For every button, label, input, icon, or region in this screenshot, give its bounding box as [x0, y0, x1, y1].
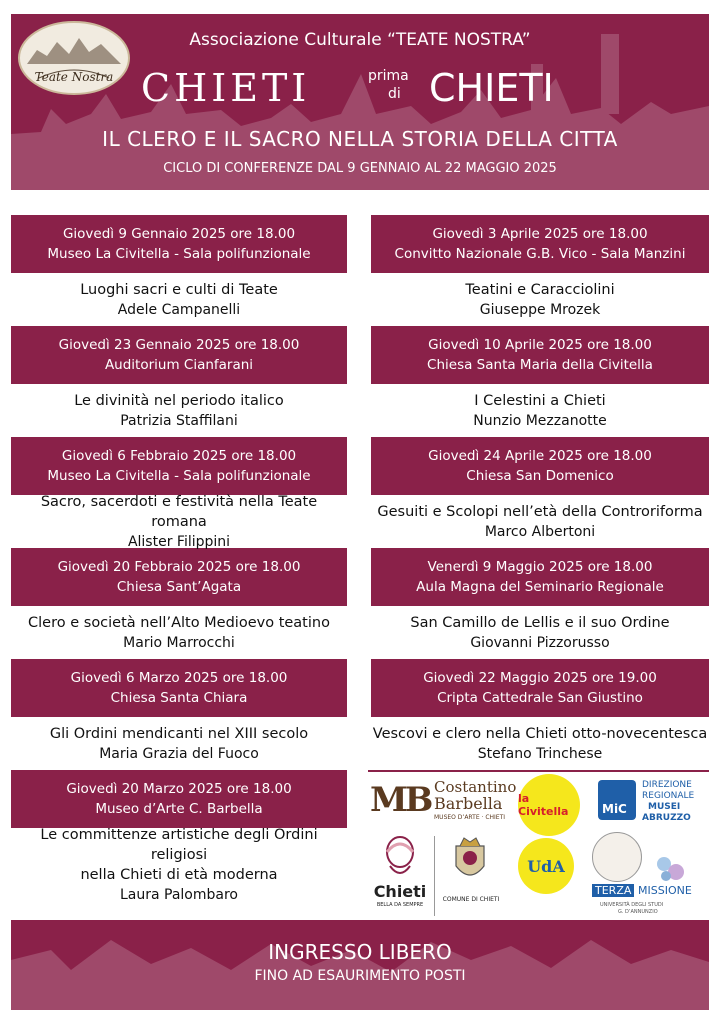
event-info-box — [11, 659, 347, 717]
comune-chieti-logo — [434, 836, 505, 916]
talk-info — [371, 273, 709, 326]
event-date: Giovedì 23 Gennaio 2025 ore 18.00 — [58, 337, 300, 353]
mic-label: MiC — [602, 802, 627, 816]
talk-title: I Celestini a Chieti — [474, 392, 606, 409]
chieti-wordmark: Chieti — [373, 882, 427, 901]
university-line1: UNIVERSITÀ DEGLI STUDI — [600, 902, 664, 908]
talk-title: Sacro, sacerdoti e festività nella Teate romana — [40, 493, 318, 530]
university-seal-icon — [592, 832, 642, 882]
event-place: Museo d’Arte C. Barbella — [95, 801, 263, 817]
event-place: Chiesa San Domenico — [466, 468, 614, 484]
talk-title: Vescovi e clero nella Chieti otto-novecentesca — [372, 725, 708, 742]
talk-info — [371, 606, 709, 659]
talk-speaker: Maria Grazia del Fuoco — [99, 745, 259, 762]
event-info-box — [371, 659, 709, 717]
civitella-logo — [518, 774, 580, 836]
uda-text: UdA — [527, 856, 565, 876]
schedule-right-column — [371, 215, 709, 770]
city-skyline-illustration — [11, 920, 709, 1010]
talk-title: Teatini e Caracciolini — [465, 281, 615, 298]
event-info-box — [11, 326, 347, 384]
talk-info — [371, 495, 709, 548]
event-date: Giovedì 24 Aprile 2025 ore 18.00 — [428, 448, 652, 464]
event-place: Chiesa Santa Maria della Civitella — [427, 357, 653, 373]
talk-title: Le committenze artistiche degli Ordini religiosi — [40, 827, 318, 863]
event-date: Giovedì 20 Marzo 2025 ore 18.00 — [66, 781, 292, 797]
talk-title: San Camillo de Lellis e il suo Ordine — [410, 614, 670, 631]
talk-info — [371, 717, 709, 770]
talk-title: Le divinità nel periodo italico — [74, 392, 284, 409]
talk-info — [11, 384, 347, 437]
title-chieti-left: CHIETI — [141, 66, 311, 110]
mic-logo — [598, 780, 706, 830]
event-date: Giovedì 10 Aprile 2025 ore 18.00 — [428, 337, 652, 353]
conference-cycle-dates: CICLO DI CONFERENZE DAL 9 GENNAIO AL 22 MAGGIO 2025 — [163, 161, 557, 176]
event-place: Convitto Nazionale G.B. Vico - Sala Manzini — [394, 246, 686, 262]
mic-musei: MUSEI — [648, 802, 681, 812]
event-info-box — [11, 215, 347, 273]
event-info-box — [371, 437, 709, 495]
terza-missione-logo — [592, 884, 708, 920]
talk-speaker: Alister Filippini — [127, 533, 231, 550]
talk-speaker: Laura Palombaro — [119, 887, 238, 903]
event-place: Auditorium Cianfarani — [104, 357, 254, 373]
sponsor-logos — [368, 770, 709, 922]
logo-museo: MUSEO D’ARTE · CHIETI — [434, 814, 506, 821]
talk-title-line2: nella Chieti di età moderna — [80, 867, 278, 883]
event-info-box — [11, 770, 347, 828]
talk-title: Luoghi sacri e culti di Teate — [80, 281, 278, 298]
page-subtitle: IL CLERO E IL SACRO NELLA STORIA DELLA CITTA — [102, 127, 618, 151]
talk-speaker: Mario Marrocchi — [123, 634, 235, 651]
event-date: Giovedì 6 Marzo 2025 ore 18.00 — [70, 670, 288, 686]
talk-speaker: Giuseppe Mrozek — [479, 301, 601, 318]
event-date: Giovedì 9 Gennaio 2025 ore 18.00 — [62, 226, 296, 242]
event-date: Venerdì 9 Maggio 2025 ore 18.00 — [427, 559, 653, 575]
event-date: Giovedì 20 Febbraio 2025 ore 18.00 — [57, 559, 301, 575]
event-info-box — [371, 548, 709, 606]
talk-info — [11, 717, 347, 770]
talk-speaker: Adele Campanelli — [117, 301, 241, 318]
university-line2: G. D’ANNUNZIO — [618, 909, 658, 915]
talk-speaker: Giovanni Pizzorusso — [470, 634, 610, 651]
logo-costantino: Costantino — [434, 778, 517, 796]
main-title — [11, 66, 709, 116]
title-prima: prima — [368, 68, 409, 84]
talk-info — [11, 495, 347, 548]
talk-speaker: Marco Albertoni — [484, 523, 596, 540]
event-info-box — [11, 437, 347, 495]
civitella-text: la Civitella — [518, 792, 569, 818]
chieti-tagline: BELLA DA SEMPRE — [376, 902, 424, 908]
chieti-city-logo — [370, 836, 430, 916]
event-place: Chiesa Santa Chiara — [110, 690, 248, 706]
free-entry-label: INGRESSO LIBERO — [268, 940, 452, 964]
mic-direzione: DIREZIONE — [642, 780, 692, 790]
talk-title: Gesuiti e Scolopi nell’età della Controriforma — [377, 503, 703, 520]
schedule-left-column — [11, 215, 347, 902]
talk-info — [11, 828, 347, 902]
uda-logo — [518, 838, 574, 894]
header-banner — [11, 14, 709, 190]
event-date: Giovedì 6 Febbraio 2025 ore 18.00 — [61, 448, 297, 464]
talk-speaker: Stefano Trinchese — [477, 745, 603, 762]
event-info-box — [11, 548, 347, 606]
event-date: Giovedì 3 Aprile 2025 ore 18.00 — [432, 226, 648, 242]
comune-label: COMUNE DI CHIETI — [442, 896, 500, 903]
missione-label: MISSIONE — [638, 884, 692, 897]
talk-info — [11, 606, 347, 659]
talk-speaker: Patrizia Staffilani — [120, 412, 238, 429]
talk-title: Clero e società nell’Alto Medioevo teatino — [28, 614, 330, 631]
title-di: di — [388, 86, 401, 102]
event-place: Cripta Cattedrale San Giustino — [437, 690, 643, 706]
terza-missione-graphic — [654, 854, 688, 884]
terza-label: TERZA — [592, 884, 634, 897]
association-name: Associazione Culturale “TEATE NOSTRA” — [189, 30, 531, 50]
mic-abruzzo: ABRUZZO — [642, 813, 691, 823]
talk-title: Gli Ordini mendicanti nel XIII secolo — [49, 725, 309, 742]
talk-speaker: Nunzio Mezzanotte — [473, 412, 607, 429]
event-place: Aula Magna del Seminario Regionale — [416, 579, 664, 595]
limited-seats-label: FINO AD ESAURIMENTO POSTI — [254, 968, 466, 984]
talk-info — [371, 384, 709, 437]
logo-barbella: Barbella — [434, 794, 503, 813]
event-place: Museo La Civitella - Sala polifunzionale — [47, 468, 311, 484]
event-info-box — [371, 326, 709, 384]
mic-regionale: REGIONALE — [642, 791, 695, 801]
logo-caption: Teate Nostra — [34, 70, 114, 84]
event-place: Museo La Civitella - Sala polifunzionale — [47, 246, 311, 262]
title-chieti-right: CHIETI — [429, 66, 554, 110]
talk-info — [11, 273, 347, 326]
event-info-box — [371, 215, 709, 273]
event-place: Chiesa Sant’Agata — [116, 579, 242, 595]
footer-banner — [11, 920, 709, 1010]
event-date: Giovedì 22 Maggio 2025 ore 19.00 — [423, 670, 657, 686]
barbella-museum-logo — [370, 778, 516, 826]
mb-monogram: MB — [370, 780, 431, 820]
